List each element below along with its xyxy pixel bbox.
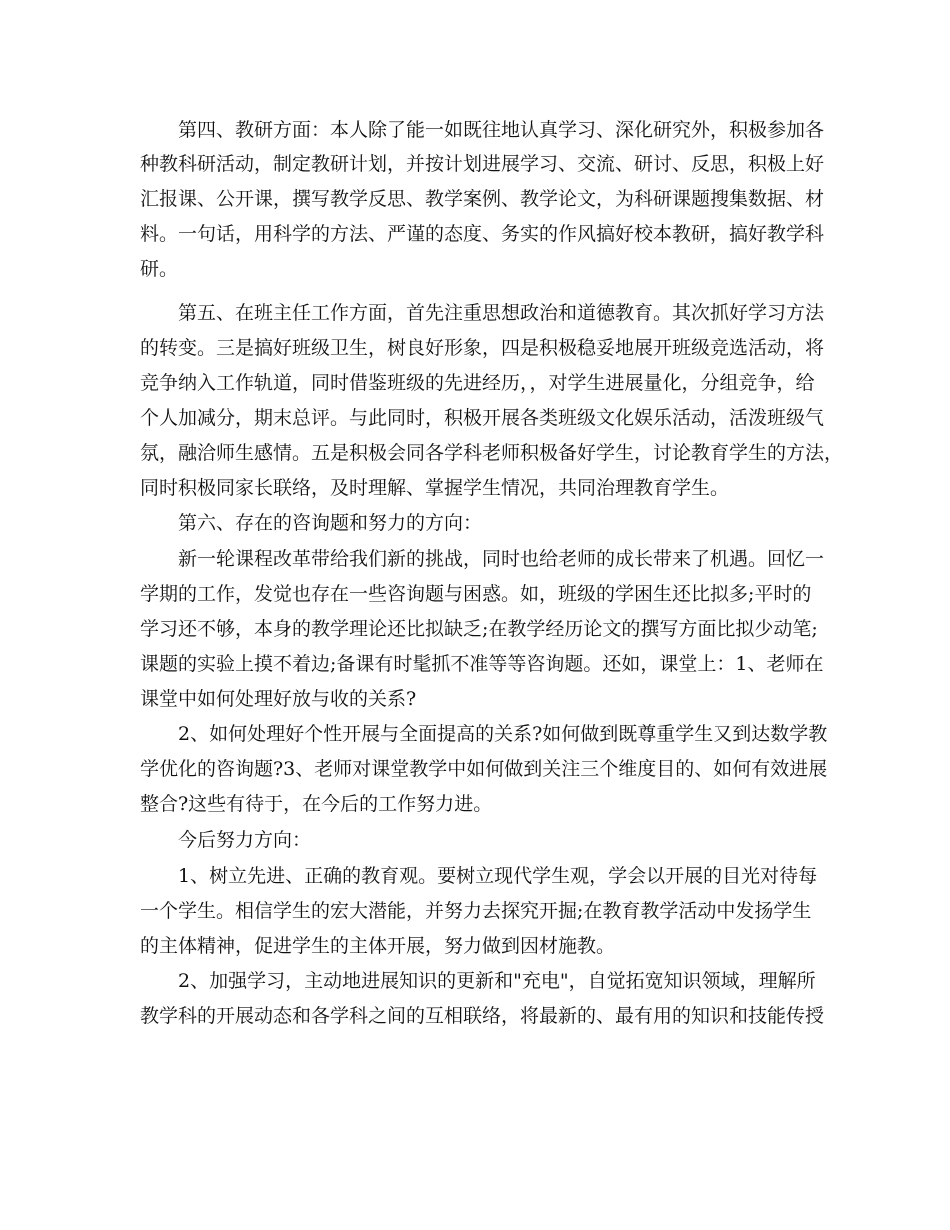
text-line: 学优化的咨询题?3、老师对课堂教学中如何做到关注三个维度目的、如何有效进展 (140, 758, 828, 780)
text-line: 第四、教研方面：本人除了能一如既往地认真学习、深化研究外，积极参加各 (178, 119, 825, 141)
text-line: 教学科的开展动态和各学科之间的互相联络，将最新的、最有用的知识和技能传授 (140, 1005, 825, 1027)
text-line: 2、加强学习，主动地进展知识的更新和"充电"，自觉拓宽知识领域，理解所 (178, 970, 816, 992)
text-line: 1、树立先进、正确的教育观。要树立现代学生观，学会以开展的目光对待每 (178, 865, 818, 887)
text-line: 个人加减分，期末总评。与此同时，积极开展各类班级文化娱乐活动，活泼班级气 (140, 407, 825, 429)
text-line: 研。 (140, 258, 179, 280)
text-line: 一个学生。相信学生的宏大潜能，并努力去探究开掘;在教育教学活动中发扬学生 (140, 900, 812, 922)
text-line: 课题的实验上摸不着边;备课有时髦抓不准等等咨询题。还如，课堂上：1、老师在 (140, 653, 824, 675)
text-line: 课堂中如何处理好放与收的关系? (140, 688, 417, 710)
text-line: 汇报课、公开课，撰写教学反思、教学案例、教学论文，为科研课题搜集数据、材 (140, 188, 825, 210)
text-line: 竞争纳入工作轨道，同时借鉴班级的先进经历，，对学生进展量化，分组竞争，给 (140, 372, 815, 394)
text-line: 学习还不够，本身的教学理论还比拟缺乏;在教学经历论文的撰写方面比拟少动笔; (140, 618, 818, 640)
text-line: 整合?这些有待于，在今后的工作努力进。 (140, 793, 493, 815)
text-line: 氛，融洽师生感情。五是积极会同各学科老师积极备好学生，讨论教育学生的方法， (140, 442, 844, 464)
text-line: 同时积极同家长联络，及时理解、掌握学生情况，共同治理教育学生。 (140, 477, 730, 499)
text-line: 种教科研活动，制定教研计划，并按计划进展学习、交流、研讨、反思，积极上好 (140, 153, 825, 175)
text-line: 2、如何处理好个性开展与全面提高的关系?如何做到既尊重学生又到达数学教 (178, 723, 828, 745)
text-line: 的转变。三是搞好班级卫生，树良好形象，四是积极稳妥地展开班级竞选活动，将 (140, 337, 825, 359)
text-line: 新一轮课程改革带给我们新的挑战，同时也给老师的成长带来了机遇。回忆一 (178, 548, 825, 570)
text-line: 的主体精神，促进学生的主体开展，努力做到因材施教。 (140, 935, 616, 957)
text-line: 料。一句话，用科学的方法、严谨的态度、务实的作风搞好校本教研，搞好教学科 (140, 223, 825, 245)
text-line: 第五、在班主任工作方面，首先注重思想政治和道德教育。其次抓好学习方法 (178, 302, 825, 324)
text-line: 今后努力方向： (178, 829, 312, 851)
text-line: 第六、存在的咨询题和努力的方向： (178, 512, 483, 534)
text-line: 学期的工作，发觉也存在一些咨询题与困惑。如，班级的学困生还比拟多;平时的 (140, 583, 812, 605)
